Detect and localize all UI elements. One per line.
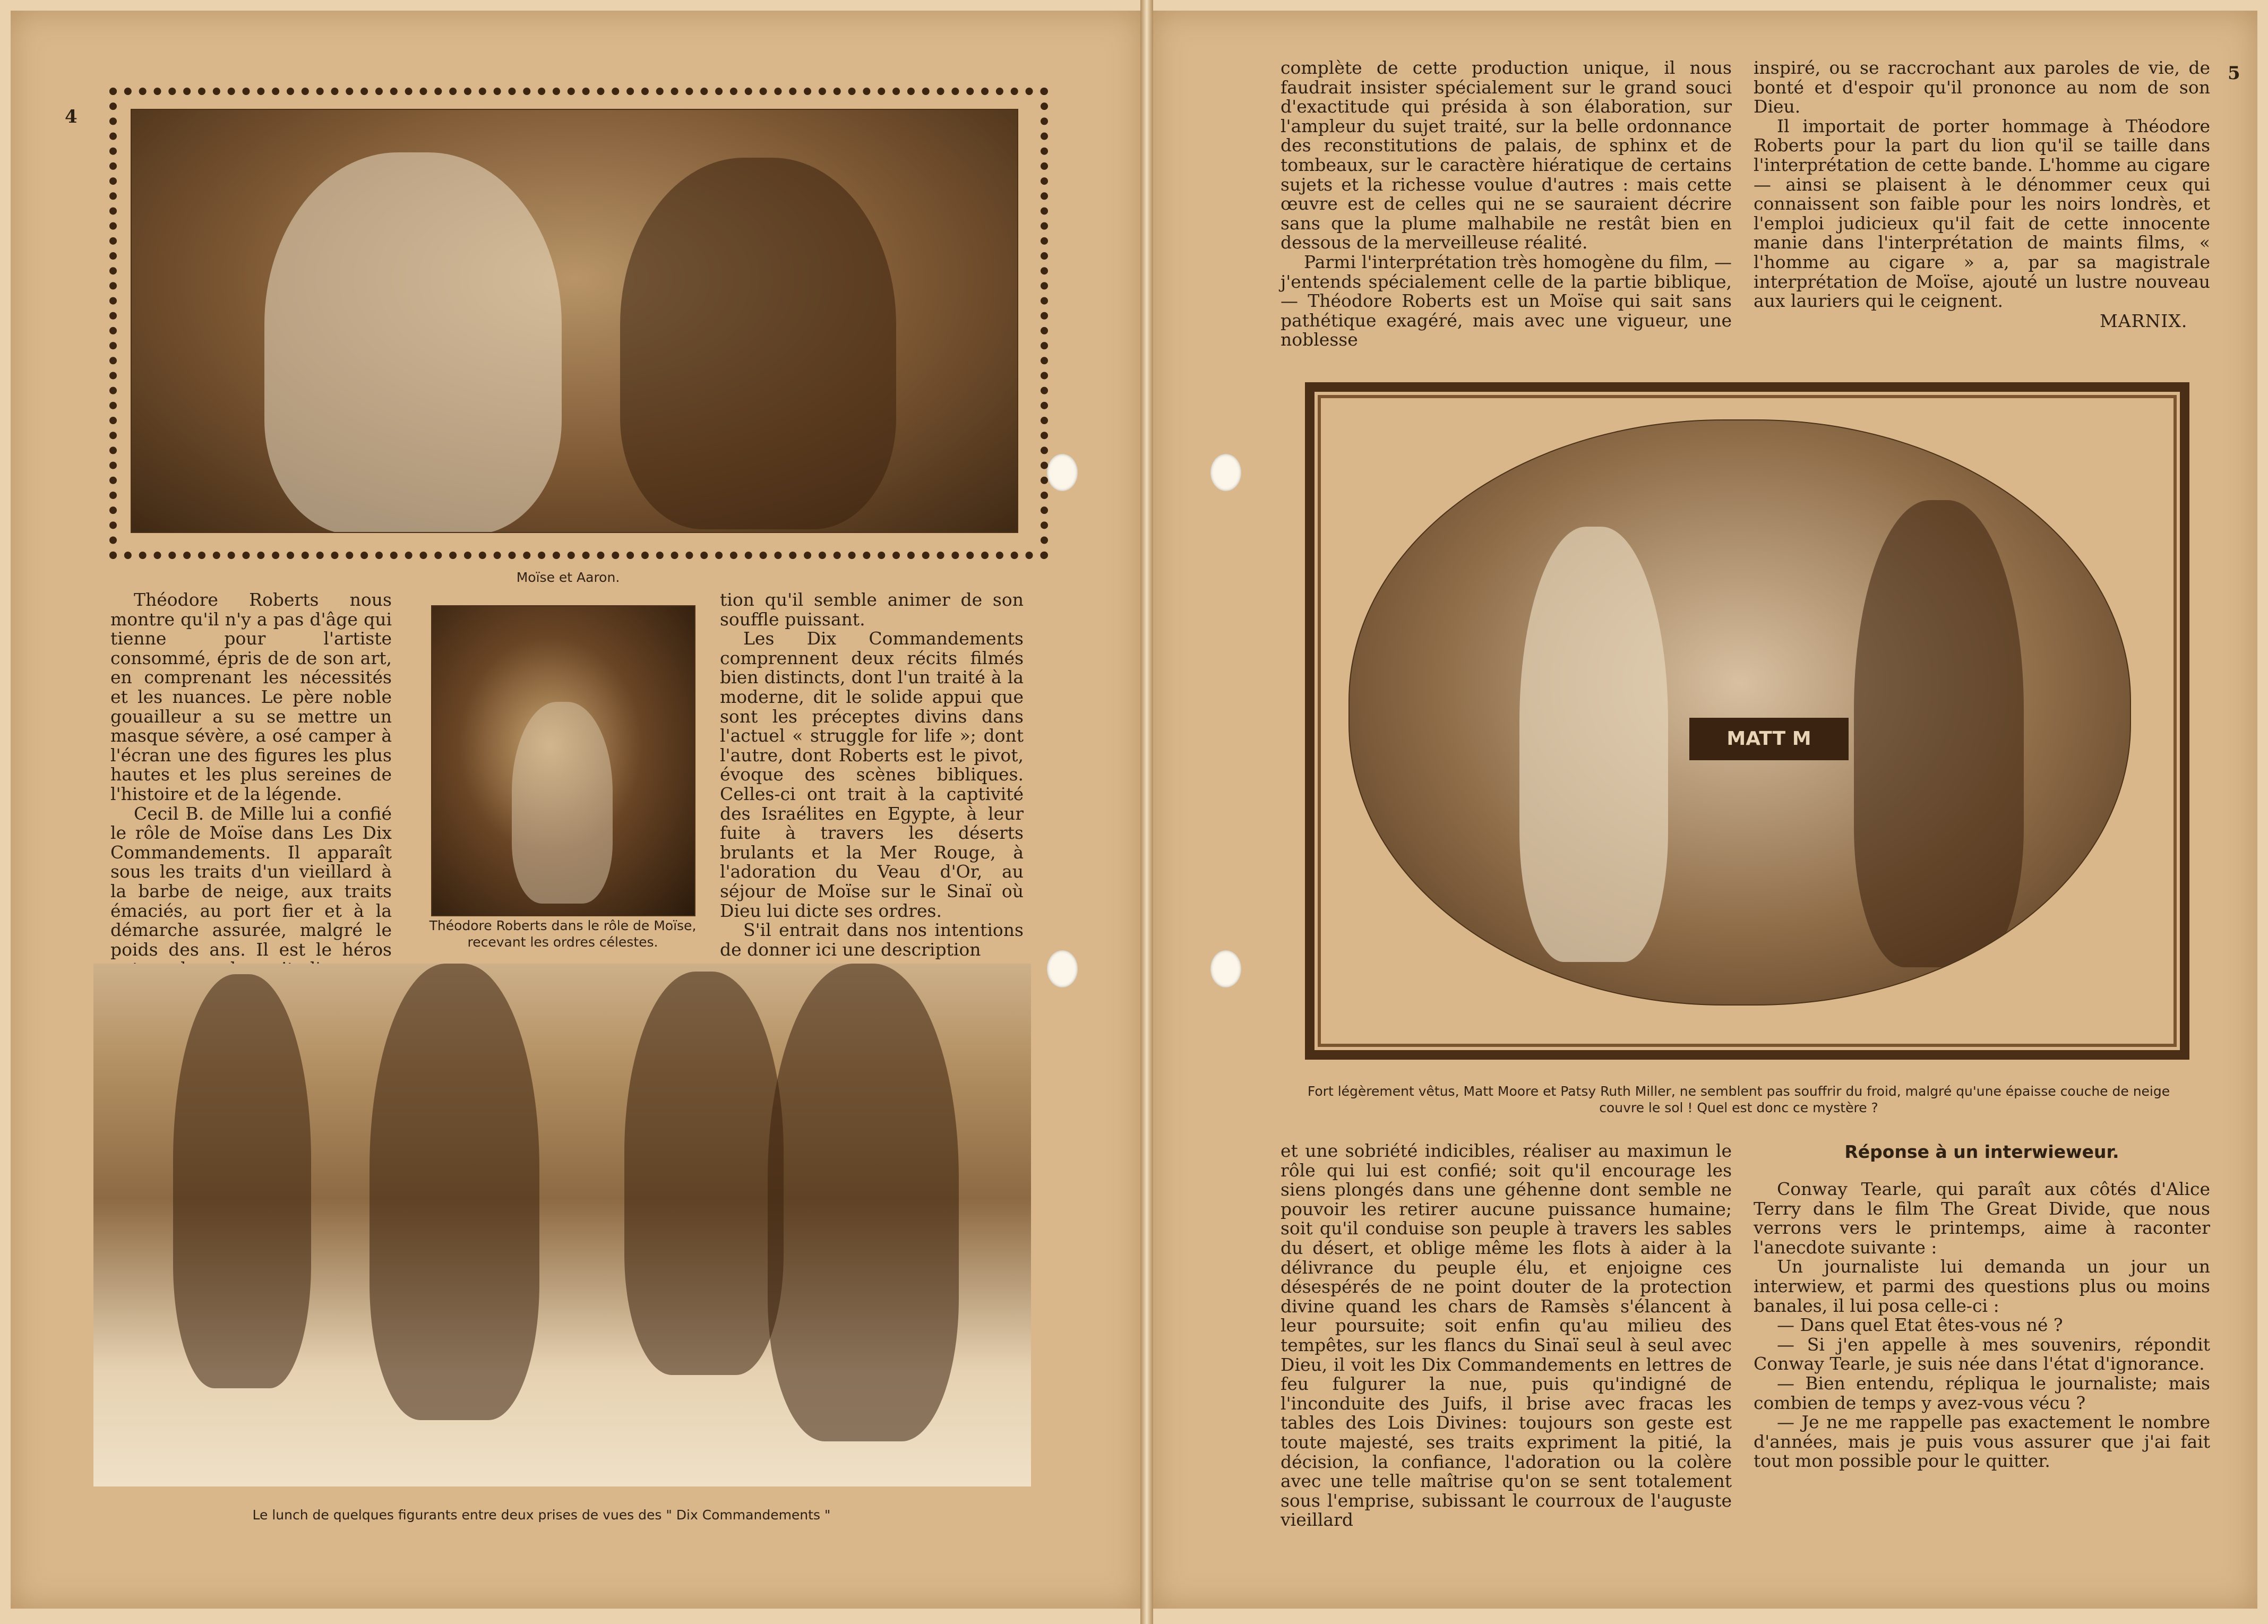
caption-moise-aaron: Moïse et Aaron.: [516, 570, 620, 585]
binder-hole: [1210, 950, 1241, 987]
dialogue-line: — Bien entendu, répliqua le journaliste; mais combien de temps y avez-vous vécu ?: [1754, 1372, 2210, 1413]
photo-figure-extra: [370, 964, 539, 1420]
dialogue-line: — Dans quel Etat êtes-vous né ?: [1777, 1314, 2063, 1336]
photo-figurants-lunch: [93, 964, 1031, 1486]
paragraph: Parmi l'interprétation très homogène du film, — j'entends spécialement celle de la partie biblique, — Théodore Roberts est un Moïse qui sait sans pathétique exagéré, mais avec une vigueur, une noblesse: [1281, 251, 1732, 350]
photo-figure-roberts: [512, 702, 613, 904]
photo-moise-aaron: [131, 109, 1018, 533]
signature-marnix: MARNIX.: [2100, 311, 2188, 331]
photo-roberts-moise: [431, 605, 695, 916]
page-number-right: 5: [2228, 63, 2240, 84]
paragraph: Conway Tearle, qui paraît aux côtés d'Alice Terry dans le film The Great Divide, que nous verrons vers le printemps, aime à raconter l'anecdote suivante :: [1754, 1179, 2210, 1258]
photo-figure-extra: [768, 964, 959, 1441]
photo-figure-extra: [173, 974, 311, 1388]
photo-figure-patsy: [1519, 527, 1668, 962]
right-column-2-top: [1754, 58, 2210, 311]
dialogue-line: — Si j'en appelle à mes souvenirs, répondit Conway Tearle, je suis née dans l'état d'ignorance.: [1754, 1334, 2210, 1374]
paragraph: Un journaliste lui demanda un jour un interwiew, et parmi des questions plus ou moins banales, il lui posa celle-ci :: [1754, 1256, 2210, 1316]
photo-matt-moore-patsy: [1348, 419, 2131, 1006]
caption-matt-moore: Fort légèrement vêtus, Matt Moore et Patsy Ruth Miller, ne semblent pas souffrir du froid, malgré qu'une épaisse couche de neige couvre le sol ! Quel est donc ce mystère ?: [1307, 1084, 2170, 1116]
binder-hole: [1047, 950, 1078, 987]
photo-figure-extra: [624, 972, 784, 1375]
paragraph: Il importait de porter hommage à Théodore Roberts pour la part du lion qu'il se taille dans l'interprétation de cette bande. L'homme au cigare — ainsi se plaisent à le dénommer ceux qui connaissent son faible pour les noirs londrès, et l'emploi judicieux qu'il fait de cette innocente manie dans l'interprétation de maints films, « l'homme au cigare » a, par sa magistrale interprétation de Moïse, ajouté un lustre nouveau aux lauriers qui le ceignent.: [1754, 115, 2210, 312]
paragraph: Théodore Roberts nous montre qu'il n'y a pas d'âge qui tienne pour l'artiste consommé, épris de de son art, en comprenant les nécessités et les nuances. Le père noble gouailleur a su se mettre un masque sévère, a osé camper à l'écran une des figures les plus hautes et les plus sereines de l'histoire et de la légende.: [110, 589, 392, 804]
binding-gutter: [1140, 0, 1153, 1624]
paragraph: tion qu'il semble animer de son souffle puissant.: [720, 589, 1024, 630]
page-number-left: 4: [65, 106, 78, 127]
right-column-1-top: [1281, 58, 1732, 350]
right-column-2-bottom: [1754, 1180, 2210, 1471]
heading-reponse: Réponse à un interwieweur.: [1844, 1141, 2119, 1162]
paragraph: et une sobriété indicibles, réaliser au maximun le rôle qui lui est confié; soit qu'il encourage les siens plongés dans une géhenne dont semble ne pouvoir les retirer aucune puissance humaine; soit qu'il conduise son peuple à travers les sables du désert, et oblige même les flots à aider à la délivrance du peuple élu, et enjoigne ces désespérés de ne point douter de la protection divine quand les chars de Ramsès s'élancent à leur poursuite; soit enfin qu'au milieu des tempêtes, sur les flancs du Sinaï seul à seul avec Dieu, il voit les Dix Commandements en lettres de feu fulgurer la nue, puis qu'indigné de l'inconduite des Juifs, il brise avec fracas les tables des Lois Divines: toujours son geste est toute majesté, ses traits expriment la pitié, la décision, la confiance, l'adoration ou la colère avec une telle maîtrise qu'on se sent totalement sous l'emprise, subissant le courroux de l'auguste vieillard: [1281, 1140, 1732, 1531]
caption-figurants: Le lunch de quelques figurants entre deux prises de vues des " Dix Commandements ": [252, 1507, 831, 1523]
photo-figure-matt: [1854, 500, 2024, 967]
left-column-1: [110, 590, 392, 979]
paragraph: inspiré, ou se raccrochant aux paroles de vie, de bonté et d'espoir qu'il prononce au nom de son Dieu.: [1754, 57, 2210, 117]
binder-hole: [1047, 454, 1078, 491]
paragraph: complète de cette production unique, il nous faudrait insister spécialement sur le grand souci d'exactitude qui présida à son élaboration, sur l'ampleur du sujet traité, sur la belle ordonnance des reconstitutions de palais, de sphinx et de tombeaux, sur le caractère hiératique de certains sujets et la richesse voulue d'autres : mais cette œuvre est de celles qui ne se sauraient décrire sans que la plume malhabile ne restât bien en dessous de la merveilleuse réalité.: [1281, 57, 1732, 253]
chair-name-label: MATT M: [1689, 718, 1849, 760]
binder-hole: [1210, 454, 1241, 491]
photo-figure-aaron: [620, 158, 896, 529]
paragraph: Les Dix Commandements comprennent deux récits filmés bien distincts, dont l'un traité à la moderne, dit le solide appui que sont les préceptes divins dans l'actuel « struggle for life »; dont l'autre, dont Roberts est le pivot, évoque des scènes bibliques. Celles-ci ont trait à la captivité des Israélites en Egypte, à leur fuite à travers les déserts brulants et la Mer Rouge, à l'adoration du Veau d'Or, au séjour de Moïse sur le Sinaï où Dieu lui dicte ses ordres.: [720, 628, 1024, 921]
dialogue-line: — Je ne me rappelle pas exactement le nombre d'années, mais je puis vous assurer que j'ai fait tout mon possible pour le quitter.: [1754, 1412, 2210, 1472]
paragraph: Cecil B. de Mille lui a confié le rôle de Moïse dans Les Dix Commandements. Il apparaît sous les traits d'un vieillard à la barbe de neige, aux traits émaciés, au port fier et à la démarche assurée, malgré le poids des ans. Il est le héros: [110, 803, 392, 960]
left-column-2: [720, 590, 1024, 959]
caption-roberts-moise: Théodore Roberts dans le rôle de Moïse, recevant les ordres célestes.: [429, 918, 697, 950]
paragraph: S'il entrait dans nos intentions de donner ici une description: [720, 920, 1024, 960]
right-column-1-bottom: [1281, 1141, 1732, 1530]
photo-figure-moses: [264, 152, 562, 533]
